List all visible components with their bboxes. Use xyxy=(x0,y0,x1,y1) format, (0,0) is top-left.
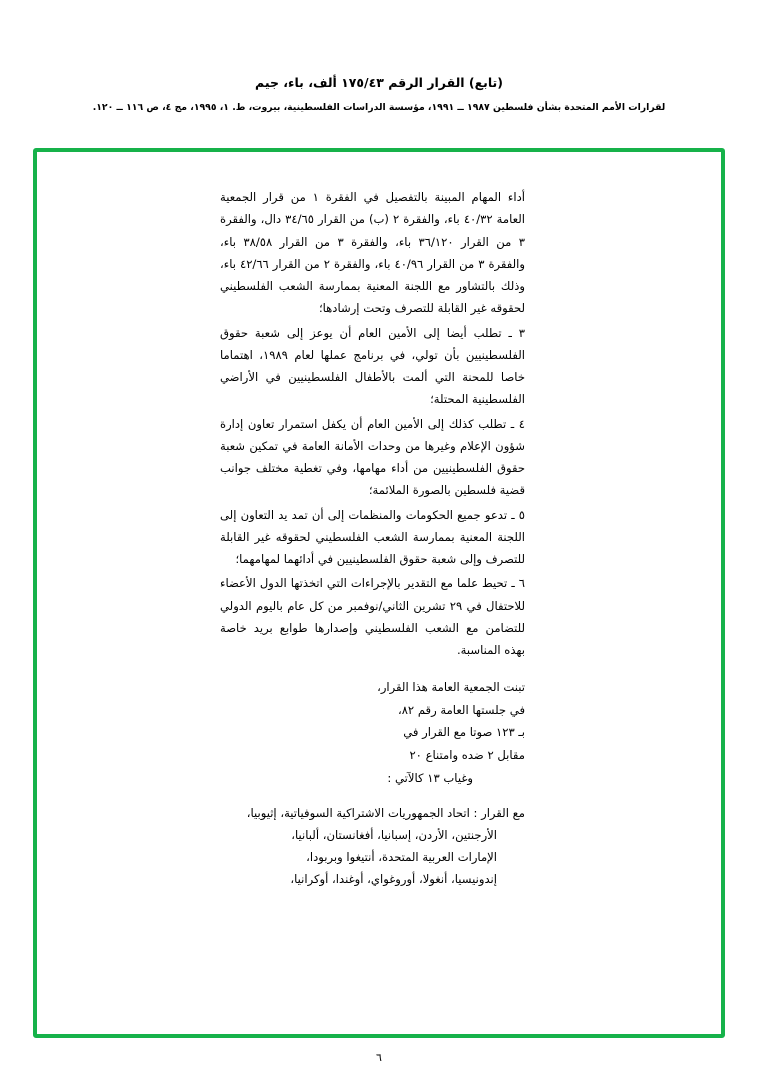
paragraph-4: ٤ ـ تطلب كذلك إلى الأمين العام أن يكفل استمرار تعاون إدارة شؤون الإعلام وغيرها من وحدات الأمانة العامة في تمكين شعبة حقوق الفلسطينيين من أداء مهامها، وفي تغطية مختلف جوانب قضية فلسطين بالصورة الملائمة؛ xyxy=(220,416,525,498)
adoption-line-2: في جلستها العامة رقم ٨٢، xyxy=(397,702,525,717)
vote-list-label: مع القرار : xyxy=(473,806,525,821)
paragraph-3: ٣ ـ تطلب أيضا إلى الأمين العام أن يوعز إلى شعبة حقوق الفلسطينيين بأن تولي، في برنامج عملها لعام ١٩٨٩، اهتماما خاصا للمحنة التي ألمت بالأطفال الفلسطينيين في الأراضي الفلسطينية المحتلة؛ xyxy=(220,325,525,407)
adoption-line-3: بـ ١٢٣ صوتا مع القرار في xyxy=(403,725,525,740)
adoption-details xyxy=(220,676,525,789)
page-number: ٦ xyxy=(376,1051,382,1064)
resolution-body xyxy=(220,186,525,890)
paragraph-5: ٥ ـ تدعو جميع الحكومات والمنظمات إلى أن تمد يد التعاون إلى اللجنة المعنية بممارسة الشعب الفلسطيني لحقوقه غير القابلة للتصرف وإلى شعبة حقوق الفلسطينيين في أدائهما لمهامهما؛ xyxy=(220,507,525,566)
paragraph-continuation: أداء المهام المبينة بالتفصيل في الفقرة ١ من قرار الجمعية العامة ٤٠/٣٢ باء، والفقرة ٢ (ب) من القرار ٣٤/٦٥ دال، والفقرة ٣ من القرار ٣٦/١٢٠ باء، والفقرة ٣ من القرار ٣٨/٥٨ باء، والفقرة ٣ من القرار ٤٠/٩٦ باء، والفقرة ٢ من القرار ٤٢/٦٦ باء، وذلك بالتشاور مع اللجنة المعنية بممارسة الشعب الفلسطيني لحقوقه غير القابلة للتصرف وتحت إرشادها؛ xyxy=(220,190,525,316)
green-border-frame xyxy=(33,148,725,1038)
vote-countries-line-3: الإمارات العربية المتحدة، أنتيغوا وبربودا، xyxy=(306,850,497,865)
vote-list xyxy=(220,802,525,890)
page-header xyxy=(0,0,758,114)
vote-countries-line-2: الأرجنتين، الأردن، إسبانيا، أفغانستان، ألبانيا، xyxy=(291,828,497,843)
paragraph-6: ٦ ـ تحيط علما مع التقدير بالإجراءات التي اتخذتها الدول الأعضاء للاحتفال في ٢٩ تشرين الثاني/نوفمبر من كل عام باليوم الدولي للتضامن مع الشعب الفلسطيني وإصدارها طوابع بريد خاصة بهذه المناسبة. xyxy=(220,576,525,657)
vote-countries-line-1: اتحاد الجمهوريات الاشتراكية السوفياتية، إثيوبيا، xyxy=(246,806,470,821)
document-source-citation: لقرارات الأمم المتحدة بشأن فلسطين ١٩٨٧ ــ ١٩٩١، مؤسسة الدراسات الفلسطينية، بيروت، ط. ١، ١٩٩٥، مج ٤، ص ١١٦ ــ ١٢٠. xyxy=(92,101,666,113)
vote-countries-line-4: إندونيسيا، أنغولا، أوروغواي، أوغندا، أوكرانيا، xyxy=(290,872,497,887)
adoption-line-4: مقابل ٢ ضده وامتناع ٢٠ xyxy=(409,748,525,763)
document-title: (تابع) القرار الرقم ١٧٥/٤٣ ألف، باء، جيم xyxy=(255,75,503,90)
adoption-line-5: وغياب ١٣ كالآتي : xyxy=(387,770,473,785)
vote-line-1 xyxy=(220,802,525,824)
adoption-line-1: تبنت الجمعية العامة هذا القرار، xyxy=(377,680,525,695)
